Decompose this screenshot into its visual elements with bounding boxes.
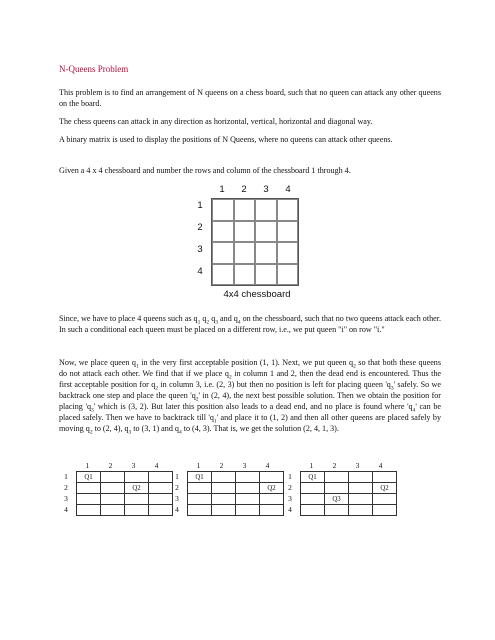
- binary-matrix-paragraph: A binary matrix is used to display the positions of N Queens, where no queens can attack other queens.: [59, 135, 393, 144]
- board-cell: [255, 221, 277, 243]
- board-cell: [212, 264, 234, 286]
- column-number: 2: [219, 461, 224, 470]
- row-number: 1: [175, 472, 179, 481]
- board-row: [188, 472, 284, 483]
- board-cell: [277, 264, 299, 286]
- backtracking-paragraph: Now, we place queen $q_1$ in the very first acceptable position (1, 1). Next, we put queen $q_2$ so that both these queens do not attack each other. We find that if we place $q_2$ in column 1 and 2, then the dead end is encountered. Thus the first acceptable position for $q_2$ in column 3, i.e. (2, 3) but then no position is left for placing queen '$q_3$' safely. So we backtrack one step and place the queen '$q_2$' in (2, 4), the next best possible solution. Then we obtain the position for placing '$q_3$' which is (3, 2). But later this position also leads to a dead end, and no place is found where '$q_4$' can be placed safely. Then we have to backtrack till '$q_1$' and place it to (1, 2) and then all other queens are placed safely by moving $q_2$ to (2, 4), $q_3$ to (3, 1) and $q_4$ to (4, 3). That is, we get the solution (2, 4, 1, 3).: [59, 358, 442, 436]
- board-cell: [236, 472, 260, 483]
- board-cell: [77, 505, 101, 516]
- board-row: [77, 472, 173, 483]
- board-cell: Q1: [188, 472, 212, 483]
- row-number: 4: [64, 505, 68, 514]
- board-cell: [125, 505, 149, 516]
- board-row-numbers: [61, 472, 73, 516]
- row-number: 4: [197, 266, 203, 277]
- board-cell: [325, 472, 349, 483]
- column-number: 4: [154, 461, 159, 470]
- row-number: 2: [197, 222, 203, 233]
- row-number: 1: [197, 200, 203, 211]
- row-number: 2: [175, 483, 179, 492]
- solution-board-3: [285, 461, 393, 519]
- chessboard-row-numbers: [193, 198, 207, 286]
- board-cell: [149, 494, 173, 505]
- column-number: 1: [85, 461, 90, 470]
- board-cell: [277, 221, 299, 243]
- board-cell: [373, 472, 397, 483]
- board-row: [188, 483, 284, 494]
- column-number: 1: [196, 461, 201, 470]
- row-number: 4: [175, 505, 179, 514]
- intro-paragraph: This problem is to find an arrangement of N queens on a chess board, such that no queen can attack any other queens on the board.: [59, 88, 441, 108]
- row-number: 2: [288, 483, 292, 492]
- board-grid: [300, 471, 397, 516]
- column-number: 3: [263, 184, 269, 195]
- board-row: [77, 494, 173, 505]
- board-cell: [234, 264, 256, 286]
- board-cell: [301, 494, 325, 505]
- board-cell: [260, 472, 284, 483]
- column-number: 3: [131, 461, 136, 470]
- page-title: N-Queens Problem: [59, 64, 129, 74]
- board-cell: [125, 494, 149, 505]
- board-row-numbers: [285, 472, 297, 516]
- board-cell: [101, 472, 125, 483]
- board-cell: [349, 472, 373, 483]
- board-cell: [77, 494, 101, 505]
- chessboard-caption: 4x4 chessboard: [223, 289, 291, 300]
- row-number: 3: [64, 494, 68, 503]
- solution-board-2: [172, 461, 280, 519]
- board-row: [301, 472, 397, 483]
- row-number: 4: [288, 505, 292, 514]
- board-column-numbers: [187, 461, 279, 471]
- board-cell: Q2: [373, 483, 397, 494]
- chessboard-column-numbers: [211, 184, 301, 196]
- board-cell: [236, 505, 260, 516]
- board-cell: [149, 483, 173, 494]
- column-number: 2: [108, 461, 113, 470]
- board-cell: [212, 494, 236, 505]
- board-row: [301, 505, 397, 516]
- column-number: 2: [241, 184, 247, 195]
- board-column-numbers: [300, 461, 392, 471]
- board-cell: [77, 483, 101, 494]
- board-cell: Q1: [301, 472, 325, 483]
- placement-paragraph: Since, we have to place 4 queens such as $q_1$ $q_2$ $q_3$ and $q_4$ on the chessboard, such that no two queens attack each other. In such a conditional each queen must be placed on a different row, i.e., we put queen "i" on row "i.": [59, 314, 441, 334]
- column-number: 1: [219, 184, 225, 195]
- board-row: [188, 494, 284, 505]
- row-number: 1: [64, 472, 68, 481]
- board-cell: [325, 483, 349, 494]
- board-cell: [101, 483, 125, 494]
- board-cell: [236, 494, 260, 505]
- board-cell: [212, 199, 234, 221]
- row-number: 3: [197, 244, 203, 255]
- board-cell: [255, 242, 277, 264]
- board-cell: [234, 199, 256, 221]
- board-row: [301, 483, 397, 494]
- chessboard-grid: [211, 198, 299, 286]
- board-cell: [212, 483, 236, 494]
- board-cell: [373, 494, 397, 505]
- board-cell: [188, 505, 212, 516]
- board-cell: [301, 505, 325, 516]
- board-cell: Q2: [125, 483, 149, 494]
- board-row: [77, 505, 173, 516]
- board-row: [77, 483, 173, 494]
- board-grid: [187, 471, 284, 516]
- board-row-numbers: [172, 472, 184, 516]
- board-cell: [373, 505, 397, 516]
- board-grid: [76, 471, 173, 516]
- board-cell: [101, 505, 125, 516]
- board-cell: [212, 242, 234, 264]
- board-cell: [349, 483, 373, 494]
- board-cell: [301, 483, 325, 494]
- board-row: [188, 505, 284, 516]
- board-cell: [125, 472, 149, 483]
- row-number: 2: [64, 483, 68, 492]
- board-cell: [149, 472, 173, 483]
- row-number: 1: [288, 472, 292, 481]
- column-number: 4: [378, 461, 383, 470]
- board-cell: [325, 505, 349, 516]
- board-cell: [188, 483, 212, 494]
- board-cell: Q2: [260, 483, 284, 494]
- board-cell: [234, 242, 256, 264]
- column-number: 3: [242, 461, 247, 470]
- board-cell: [101, 494, 125, 505]
- board-cell: [277, 242, 299, 264]
- board-cell: [212, 472, 236, 483]
- board-cell: [260, 494, 284, 505]
- board-cell: [349, 505, 373, 516]
- board-cell: [255, 199, 277, 221]
- attack-paragraph: The chess queens can attack in any direction as horizontal, vertical, horizontal and diagonal way.: [59, 117, 373, 126]
- board-cell: [234, 221, 256, 243]
- board-cell: [212, 221, 234, 243]
- column-number: 2: [332, 461, 337, 470]
- solution-board-1: [61, 461, 169, 519]
- board-cell: [260, 505, 284, 516]
- column-number: 4: [265, 461, 270, 470]
- row-number: 3: [175, 494, 179, 503]
- board-row: [301, 494, 397, 505]
- board-column-numbers: [76, 461, 168, 471]
- board-cell: [277, 199, 299, 221]
- chessboard-figure: [187, 184, 327, 304]
- board-cell: [188, 494, 212, 505]
- column-number: 4: [285, 184, 291, 195]
- board-cell: [349, 494, 373, 505]
- board-cell: Q3: [325, 494, 349, 505]
- column-number: 1: [309, 461, 314, 470]
- chessboard-intro-paragraph: Given a 4 x 4 chessboard and number the rows and column of the chessboard 1 through 4.: [59, 166, 351, 175]
- board-cell: [255, 264, 277, 286]
- board-cell: [149, 505, 173, 516]
- board-cell: [236, 483, 260, 494]
- board-cell: [212, 505, 236, 516]
- row-number: 3: [288, 494, 292, 503]
- board-cell: Q1: [77, 472, 101, 483]
- column-number: 3: [355, 461, 360, 470]
